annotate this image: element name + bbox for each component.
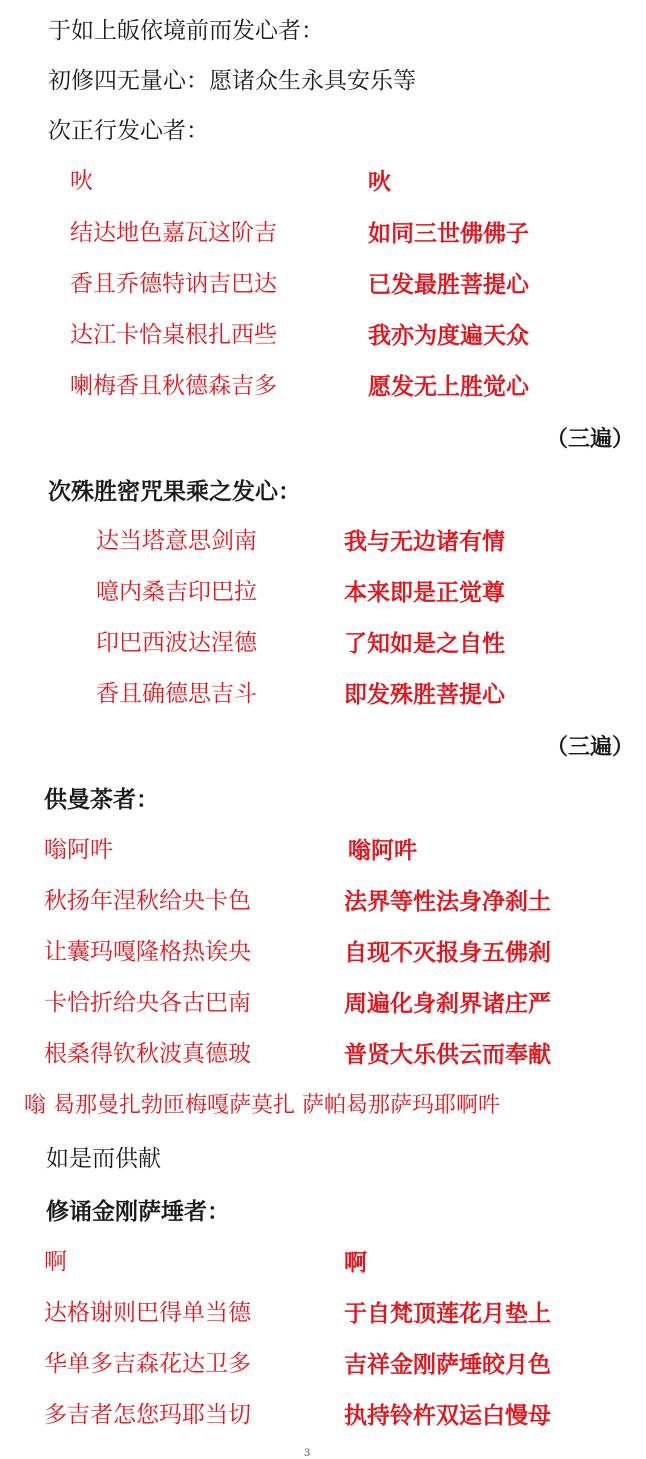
s2-left-1: 噫内桑吉印巴拉 [96,579,257,605]
s3-left-1: 秋扬年涅秋给央卡色 [44,888,251,914]
s1-right-0: 吙 [368,168,391,195]
s4-left-0: 啊 [44,1249,67,1275]
s3-mantra: 嗡 曷那曼扎勃匝梅嘎萨莫扎 萨帕曷那萨玛耶啊吽 [24,1093,500,1118]
s3-left-2: 让囊玛嘎隆格热诶央 [44,939,251,965]
s4-right-1: 于自梵顶莲花月垫上 [344,1300,551,1327]
s1-right-1: 如同三世佛佛子 [368,220,529,247]
s1-left-2: 香且乔德特讷吉巴达 [70,271,277,297]
s4-right-2: 吉祥金刚萨埵皎月色 [344,1351,551,1378]
intro-line-3: 次正行发心者： [48,118,209,144]
s3-heading: 供曼茶者： [44,786,159,813]
s1-right-3: 我亦为度遍天众 [368,322,529,349]
s3-right-0: 嗡阿吽 [348,837,417,864]
s3-offering-text: 如是而供献 [46,1146,161,1172]
s3-right-1: 法界等性法身净刹土 [344,888,551,915]
s3-left-3: 卡恰折给央各古巴南 [44,990,251,1016]
s3-right-4: 普贤大乐供云而奉献 [344,1041,551,1068]
s3-left-0: 嗡阿吽 [44,837,113,863]
s4-right-3: 执持铃杵双运白慢母 [344,1402,551,1429]
s1-left-4: 喇梅香且秋德森吉多 [70,373,277,399]
s1-left-3: 达江卡恰桌根扎西些 [70,322,277,348]
intro-line-1: 于如上皈依境前而发心者： [48,18,324,44]
s3-right-3: 周遍化身刹界诸庄严 [344,990,551,1017]
s2-repeat-note: （三遍） [546,734,635,760]
s4-heading: 修诵金刚萨埵者： [46,1198,230,1225]
s2-left-2: 印巴西波达涅德 [96,630,257,656]
s3-right-2: 自现不灭报身五佛刹 [344,939,551,966]
s2-right-0: 我与无边诸有情 [344,528,505,555]
s1-right-4: 愿发无上胜觉心 [368,373,529,400]
intro-line-2: 初修四无量心：愿诸众生永具安乐等 [48,68,416,94]
s3-left-4: 根桑得钦秋波真德玻 [44,1041,251,1067]
s4-left-2: 华单多吉森花达卫多 [44,1351,251,1377]
s2-right-1: 本来即是正觉尊 [344,579,505,606]
s1-left-1: 结达地色嘉瓦这阶吉 [70,220,277,246]
s4-left-1: 达格谢则巴得单当德 [44,1300,251,1326]
page-number: 3 [304,1448,311,1459]
s1-left-0: 吙 [70,168,93,194]
s2-left-3: 香且确德思吉斗 [96,681,257,707]
s2-heading: 次殊胜密咒果乘之发心： [48,478,301,505]
s2-right-2: 了知如是之自性 [344,630,505,657]
s1-right-2: 已发最胜菩提心 [368,271,529,298]
s2-right-3: 即发殊胜菩提心 [344,681,505,708]
s4-right-0: 啊 [344,1249,367,1276]
s4-left-3: 多吉者怎您玛耶当切 [44,1402,251,1428]
s2-left-0: 达当塔意思剑南 [96,528,257,554]
s1-repeat-note: （三遍） [546,426,635,452]
